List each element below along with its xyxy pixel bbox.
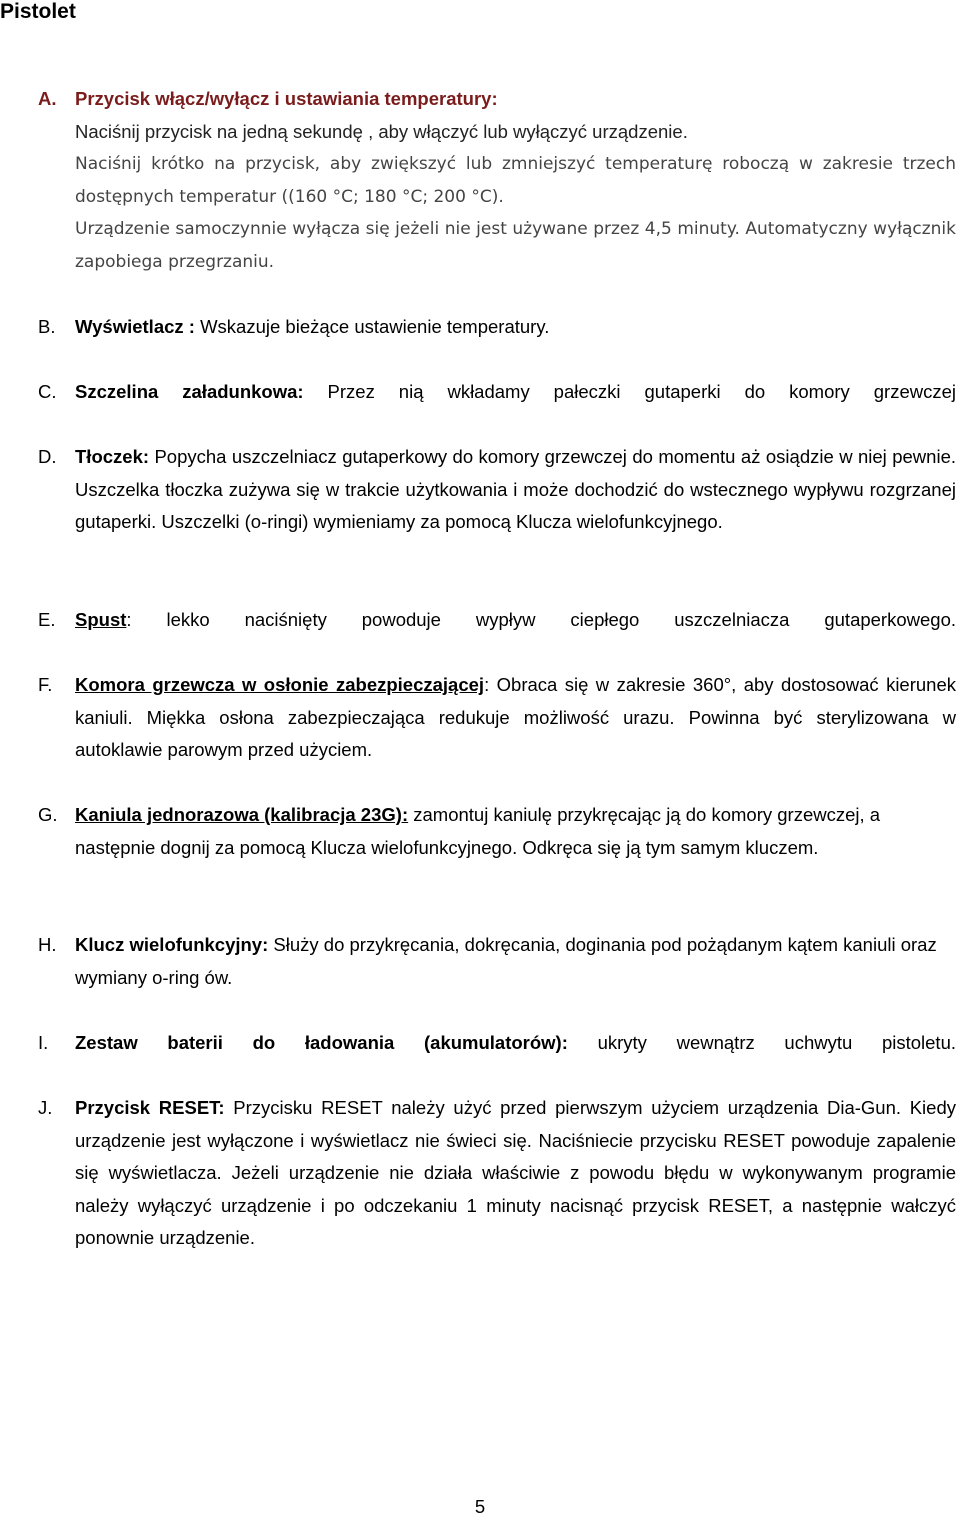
section-letter: B. (38, 316, 56, 337)
section-text: Popycha uszczelniacz gutaperkowy do komory grzewczej do momentu aż osiądzie w niej pewnie. Uszczelka tłoczka zużywa się w trakcie użytkowania i może dochodzić do wstecznego wypływu rozgrzanej gutaperki. Uszczelki (o-ringi) wymieniamy za pomocą Klucza wielofunkcyjnego. (75, 446, 956, 532)
section-e (38, 604, 956, 637)
section-letter: A. (38, 88, 57, 109)
section-heading: Kaniula jednorazowa (kalibracja 23G): (75, 804, 409, 825)
section-text: Przez nią wkładamy pałeczki gutaperki do komory grzewczej (303, 381, 956, 402)
section-heading: Spust (75, 609, 127, 630)
section-j (38, 1092, 956, 1255)
section-heading: Komora grzewcza w osłonie zabezpieczającej (75, 674, 485, 695)
section-f (38, 669, 956, 767)
section-text: ukryty wewnątrz uchwytu pistoletu. (567, 1032, 956, 1053)
section-letter: G. (38, 804, 58, 825)
section-text: Wskazuje bieżące ustawienie temperatury. (194, 316, 550, 337)
section-i (38, 1027, 956, 1060)
section-paragraph: Naciśnij krótko na przycisk, aby zwiększyć lub zmniejszyć temperaturę roboczą w zakresie trzech dostępnych temperatur ((160 °C; 180 °C; 200 °C). (75, 154, 956, 207)
section-heading: Szczelina załadunkowa: (75, 381, 304, 402)
section-heading: Klucz wielofunkcyjny: (75, 934, 269, 955)
section-heading: Przycisk włącz/wyłącz i ustawiania temperatury: (75, 88, 498, 109)
page-number: 5 (474, 1496, 486, 1517)
section-letter: D. (38, 446, 57, 467)
section-letter: H. (38, 934, 57, 955)
section-d (38, 441, 956, 539)
section-heading: Wyświetlacz : (75, 316, 195, 337)
section-g (38, 799, 956, 864)
section-text: : Obraca się w zakresie 360°, aby dostosować kierunek kaniuli. Miękka osłona zabezpieczająca redukuje możliwość urazu. Powinna być sterylizowana w autoklawie parowym przed użyciem. (75, 674, 956, 760)
section-text: zamontuj kaniulę przykręcając ją do komory grzewczej, a następnie dognij za pomocą Klucza wielofunkcyjnego. Odkręca się ją tym samym kluczem. (75, 804, 881, 858)
section-heading: Tłoczek: (75, 446, 150, 467)
section-text: : lekko naciśnięty powoduje wypływ ciepłego uszczelniacza gutaperkowego. (126, 609, 956, 630)
section-paragraph: Urządzenie samoczynnie wyłącza się jeżeli nie jest używane przez 4,5 minuty. Automatyczny wyłącznik zapobiega przegrzaniu. (75, 219, 956, 272)
section-letter: E. (38, 609, 56, 630)
section-heading: Przycisk RESET: (75, 1097, 225, 1118)
section-letter: J. (38, 1097, 53, 1118)
section-text: Służy do przykręcania, dokręcania, doginania pod pożądanym kątem kaniuli oraz wymiany o-ring ów. (75, 934, 937, 988)
section-letter: I. (38, 1032, 49, 1053)
section-text: Przycisku RESET należy użyć przed pierwszym użyciem urządzenia Dia-Gun. Kiedy urządzenie jest wyłączone i wyświetlacz nie świeci się. Naciśniecie przycisku RESET powoduje zapalenie się wyświetlacza. Jeżeli urządzenie nie działa właściwie z powodu błędu w wykonywanym programie należy wyłączyć urządzenie i po odczekaniu 1 minuty nacisnąć przycisk RESET, a następnie wałczyć ponownie urządzenie. (75, 1097, 956, 1248)
page-title: Pistolet (0, 0, 76, 23)
section-a (38, 83, 956, 278)
section-h (38, 929, 956, 994)
section-b (38, 311, 956, 344)
section-letter: F. (38, 674, 53, 695)
section-heading: Zestaw baterii do ładowania (akumulatorów): (75, 1032, 568, 1053)
section-letter: C. (38, 381, 57, 402)
section-line: Naciśnij przycisk na jedną sekundę , aby włączyć lub wyłączyć urządzenie. (75, 120, 688, 142)
section-c (38, 376, 956, 409)
